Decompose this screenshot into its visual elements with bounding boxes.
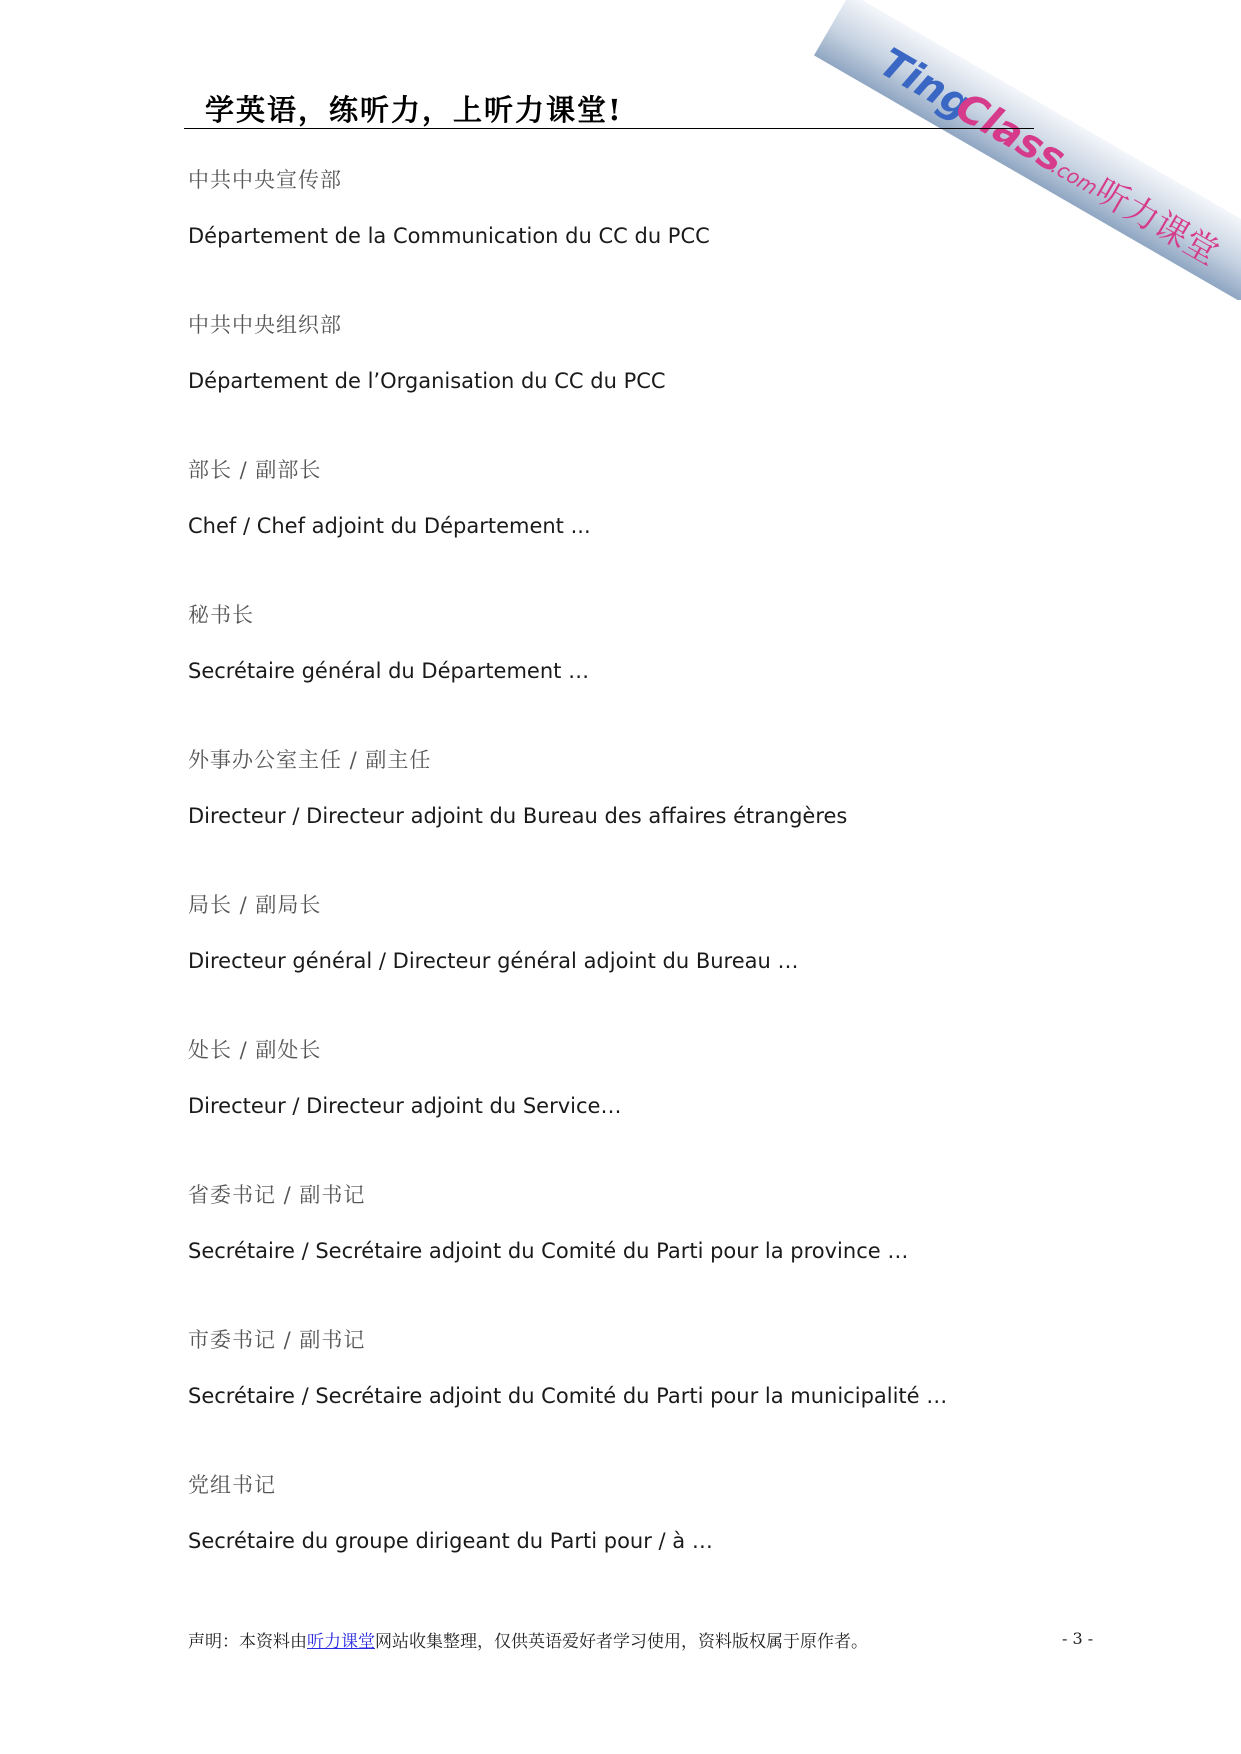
footer-disclaimer	[188, 1627, 868, 1652]
term-chinese: 秘书长	[188, 603, 254, 627]
term-chinese: 局长 / 副局长	[188, 893, 322, 917]
term-french: Département de la Communication du CC du PCC	[188, 224, 710, 248]
watermark-logo-class: Class	[947, 83, 1073, 183]
footer-site-link[interactable]: 听力课堂	[307, 1632, 375, 1652]
term-chinese: 处长 / 副处长	[188, 1038, 322, 1062]
term-chinese: 部长 / 副部长	[188, 458, 322, 482]
term-entry	[188, 1179, 1088, 1324]
term-french: Secrétaire / Secrétaire adjoint du Comité du Parti pour la municipalité …	[188, 1384, 948, 1408]
watermark-logo-domain: .com	[1047, 154, 1102, 200]
term-chinese: 市委书记 / 副书记	[188, 1328, 366, 1352]
term-french: Directeur / Directeur adjoint du Bureau des affaires étrangères	[188, 804, 848, 828]
term-french: Secrétaire du groupe dirigeant du Parti pour / à …	[188, 1529, 713, 1553]
term-chinese: 中共中央组织部	[188, 313, 342, 337]
term-french: Directeur / Directeur adjoint du Service…	[188, 1094, 622, 1118]
watermark-tagline: 听力课堂	[1087, 170, 1226, 274]
term-french: Directeur général / Directeur général adjoint du Bureau …	[188, 949, 799, 973]
term-entry	[188, 1034, 1088, 1179]
footer-suffix: 网站收集整理，仅供英语爱好者学习使用，资料版权属于原作者。	[375, 1632, 868, 1652]
term-french: Secrétaire / Secrétaire adjoint du Comité du Parti pour la province …	[188, 1239, 909, 1263]
term-chinese: 中共中央宣传部	[188, 168, 342, 192]
term-entry	[188, 889, 1088, 1034]
header-title: 学英语，练听力，上听力课堂!	[205, 93, 623, 127]
term-french: Département de l’Organisation du CC du PCC	[188, 369, 666, 393]
term-entry	[188, 1324, 1088, 1469]
term-entry	[188, 164, 1088, 309]
term-entry	[188, 309, 1088, 454]
term-entry	[188, 744, 1088, 889]
term-chinese: 党组书记	[188, 1473, 276, 1497]
term-entry	[188, 599, 1088, 744]
term-chinese: 外事办公室主任 / 副主任	[188, 748, 432, 772]
footer-prefix: 声明：本资料由	[188, 1632, 307, 1652]
term-entry	[188, 454, 1088, 599]
term-list	[188, 164, 1088, 1614]
term-french: Secrétaire général du Département …	[188, 659, 590, 683]
term-french: Chef / Chef adjoint du Département ...	[188, 514, 591, 538]
watermark-logo-ting: Ting	[871, 39, 980, 129]
term-chinese: 省委书记 / 副书记	[188, 1183, 366, 1207]
header-divider	[184, 128, 1034, 129]
page-number: - 3 -	[1062, 1629, 1094, 1648]
term-entry	[188, 1469, 1088, 1614]
